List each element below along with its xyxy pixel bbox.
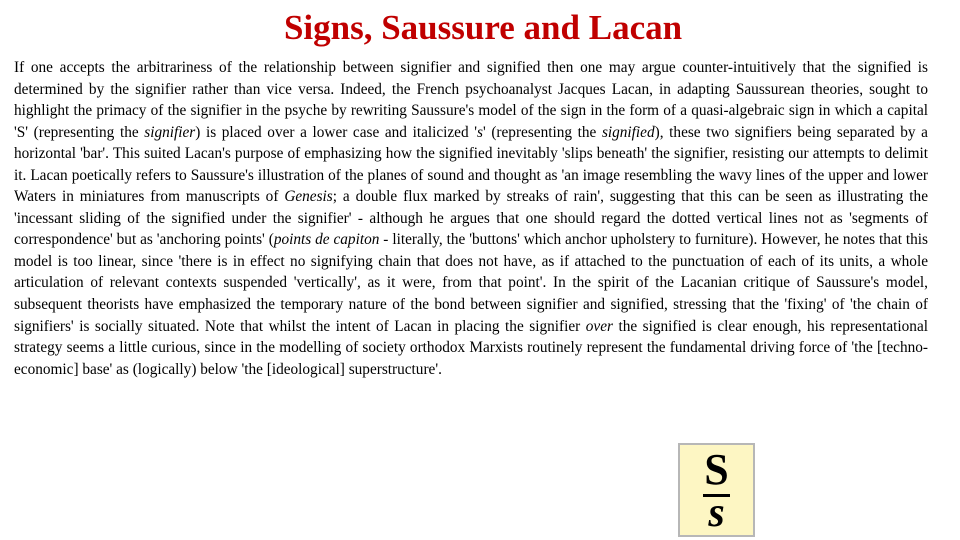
text-segment-italic: signifier bbox=[144, 123, 196, 141]
text-segment-italic: signified bbox=[601, 123, 655, 141]
slide-title: Signs, Saussure and Lacan bbox=[283, 8, 683, 47]
text-segment: the signified is clear enough, his representational strategy seems a little curious, since in the modelling of society orthodox Marxists routinely represent the fundamental driving force of 'the [techno-economic] base' as (logically) below 'the [ideological] superstructure'. bbox=[14, 317, 928, 378]
text-segment: ' (representing the bbox=[482, 123, 602, 141]
text-segment-italic: points de capiton bbox=[273, 231, 380, 249]
text-segment: If one accepts the arbitrariness of the relationship between signifier and signified then one may argue counter-intuitively that the signified is determined by the signifier rather than vice versa. Indeed, the French psychoanalyst Jacques Lacan, in adapting Saussurean theories, sought to highlight the primacy of the signifier in the psyche by rewriting Saussure's model of the sign in the form of a quasi-algebraic sign in which a capital 'S' (representing the bbox=[14, 59, 928, 141]
text-segment-italic: over bbox=[585, 317, 613, 335]
text-segment: ), these two signifiers being separated by a horizontal 'bar'. This suited Lacan's purpose of emphasizing how the signified inevitably 'slips beneath' the signifier, resisting our attempts to delimit it. Lacan poetically refers to Saussure's illustration of the planes of sound and thought as 'an image resembling the wavy lines of the upper and lower Waters in miniatures from manuscripts of bbox=[14, 123, 928, 206]
sign-signifier-letter: S bbox=[704, 445, 729, 494]
text-segment: - literally, the 'buttons' which anchor upholstery to furniture). However, he notes that this model is too linear, since 'there is in effect no signifying chain that does not have, as if attached to the punctuation of each of its units, a whole articulation of relevant contexts suspended 'vertically', as it were, from that point'. In the spirit of the Lacanian critique of Saussure's model, subsequent theorists have emphasized the temporary nature of the bond between signifier and signified, stressing that the 'fixing' of 'the chain of signifiers' is socially situated. Note that whilst the intent of Lacan in placing the signifier bbox=[14, 231, 928, 335]
text-segment-italic: Genesis bbox=[284, 188, 333, 206]
body-paragraph bbox=[14, 57, 928, 380]
text-segment: ) is placed over a lower case and italicized ' bbox=[195, 123, 477, 141]
text-segment: ; a double flux marked by streaks of rain', suggesting that this can be seen as illustrating the 'incessant sliding of the signified under the signifier' - although he argues that one should regard the dotted vertical lines not as 'segments of correspondence' but as 'anchoring points' ( bbox=[14, 188, 928, 249]
text-segment-italic: s bbox=[477, 123, 483, 141]
lacanian-sign-figure bbox=[678, 443, 755, 537]
sign-signified-letter: s bbox=[708, 490, 725, 536]
